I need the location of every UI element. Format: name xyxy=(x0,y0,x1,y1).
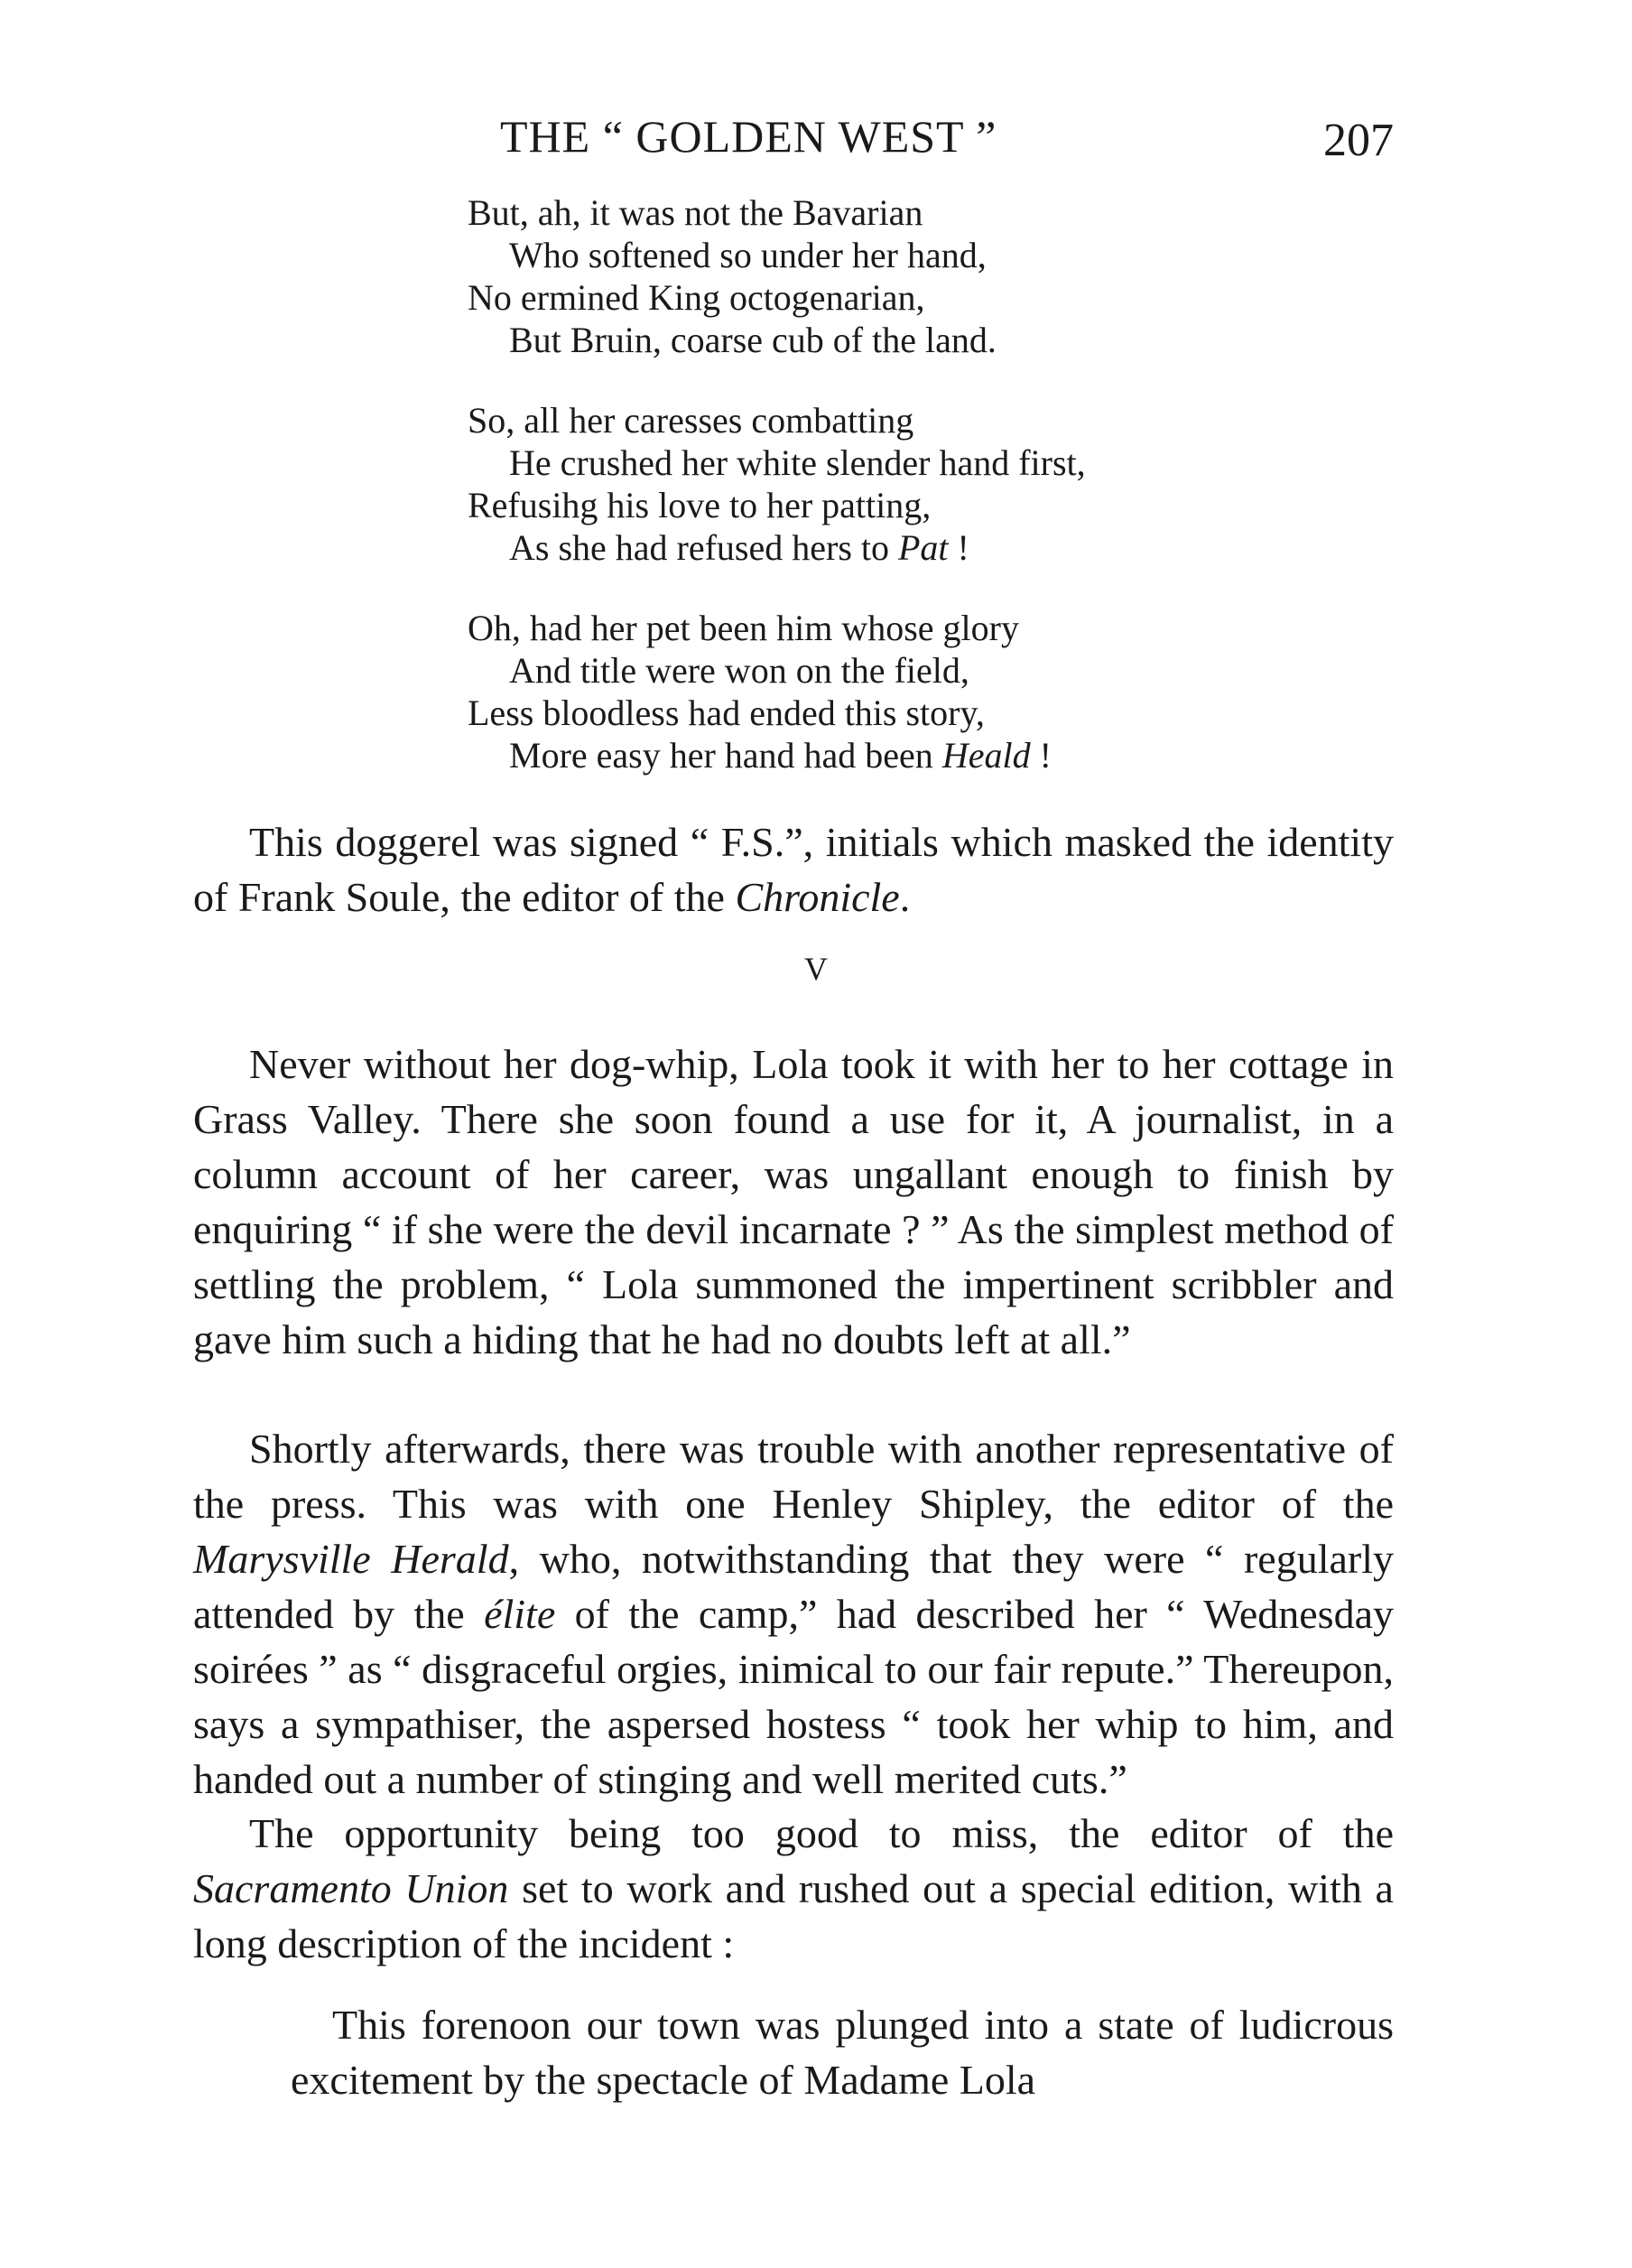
paragraph-text: Shortly afterwards, there was trouble with another representative of the press. This was with one Henley Shipley, the editor of the xyxy=(193,1426,1394,1527)
paragraph-text: of the camp,” had described her “ Wednesday soirées ” as “ disgraceful orgies, inimical to our fair repute.” Thereupon, says a sympathiser, the aspersed hostess “ took her whip to him, and handed out a number of stinging and well merited cuts.” xyxy=(193,1591,1395,1802)
italic-title: Marysville Herald xyxy=(193,1536,509,1582)
paragraph xyxy=(193,814,1394,925)
paragraph xyxy=(193,1421,1394,1807)
paragraph-sacramento xyxy=(193,1806,1394,1971)
poem-line: He crushed her white slender hand first, xyxy=(509,442,1086,483)
poem-line: But Bruin, coarse cub of the land. xyxy=(509,320,997,360)
poem-line xyxy=(468,734,1086,776)
quoted-extract xyxy=(291,1997,1394,2107)
paragraph-text: The opportunity being too good to miss, the editor of the xyxy=(249,1810,1394,1856)
paragraph-text: . xyxy=(899,874,911,920)
italic-name: Pat xyxy=(898,527,949,568)
poem-line: Less bloodless had ended this story, xyxy=(468,692,985,733)
italic-name: Heald xyxy=(941,735,1031,776)
paragraph-shipley xyxy=(193,1421,1394,1807)
paragraph-doggerel xyxy=(193,814,1394,925)
paragraph xyxy=(193,1806,1394,1971)
poem-line: But, ah, it was not the Bavarian xyxy=(468,192,923,233)
poem-line: Who softened so under her hand, xyxy=(509,235,987,275)
poem-line xyxy=(468,526,1086,569)
poem-line: No ermined King octogenarian, xyxy=(468,277,925,318)
poem-line: And title were won on the field, xyxy=(509,650,969,691)
stanza-2 xyxy=(468,399,1086,569)
stanza-3 xyxy=(468,607,1086,776)
punctuation: ! xyxy=(948,527,969,568)
paragraph: Never without her dog-whip, Lola took it with her to her cottage in Grass Valley. There she soon found a use for it, A journalist, in a column account of her career, was ungallant enough to finish by enquiring “ if she were the devil incarnate ? ” As the simplest method of settling the problem, “ Lola summoned the impertinent scribbler and gave him such a hiding that he had no doubts left at all.” xyxy=(193,1041,1394,1362)
punctuation: ! xyxy=(1030,735,1052,776)
poem-line-text: More easy her hand had been xyxy=(509,735,933,776)
poem-line: So, all her caresses combatting xyxy=(468,400,914,441)
poem-line: Refusihg his love to her patting, xyxy=(468,485,932,525)
stanza-1 xyxy=(468,191,1086,361)
paragraph-dog-whip xyxy=(193,1036,1394,1367)
italic-title: Chronicle xyxy=(735,874,900,920)
poem xyxy=(468,191,1086,814)
poem-line-text: As she had refused hers to xyxy=(509,527,889,568)
page-number: 207 xyxy=(1323,115,1394,166)
paragraph-text: This doggerel was signed “ F.S.”, initials which masked the identity of Frank Soule, the editor of the xyxy=(193,819,1394,920)
section-number: V xyxy=(804,951,828,987)
running-head xyxy=(193,110,1394,173)
italic-word: élite xyxy=(484,1591,556,1637)
running-title: THE “ GOLDEN WEST ” xyxy=(500,111,997,162)
extract-paragraph: This forenoon our town was plunged into a state of ludicrous excitement by the spectacle of Madame Lola xyxy=(291,2002,1394,2103)
paragraph-text: set to work and rushed out a special edition, with a long description of the incident : xyxy=(193,1865,1394,1966)
poem-line: Oh, had her pet been him whose glory xyxy=(468,608,1019,648)
italic-title: Sacramento Union xyxy=(193,1865,509,1911)
paragraph-text: , who, notwithstanding that they were “ regularly attended by the xyxy=(193,1536,1395,1637)
